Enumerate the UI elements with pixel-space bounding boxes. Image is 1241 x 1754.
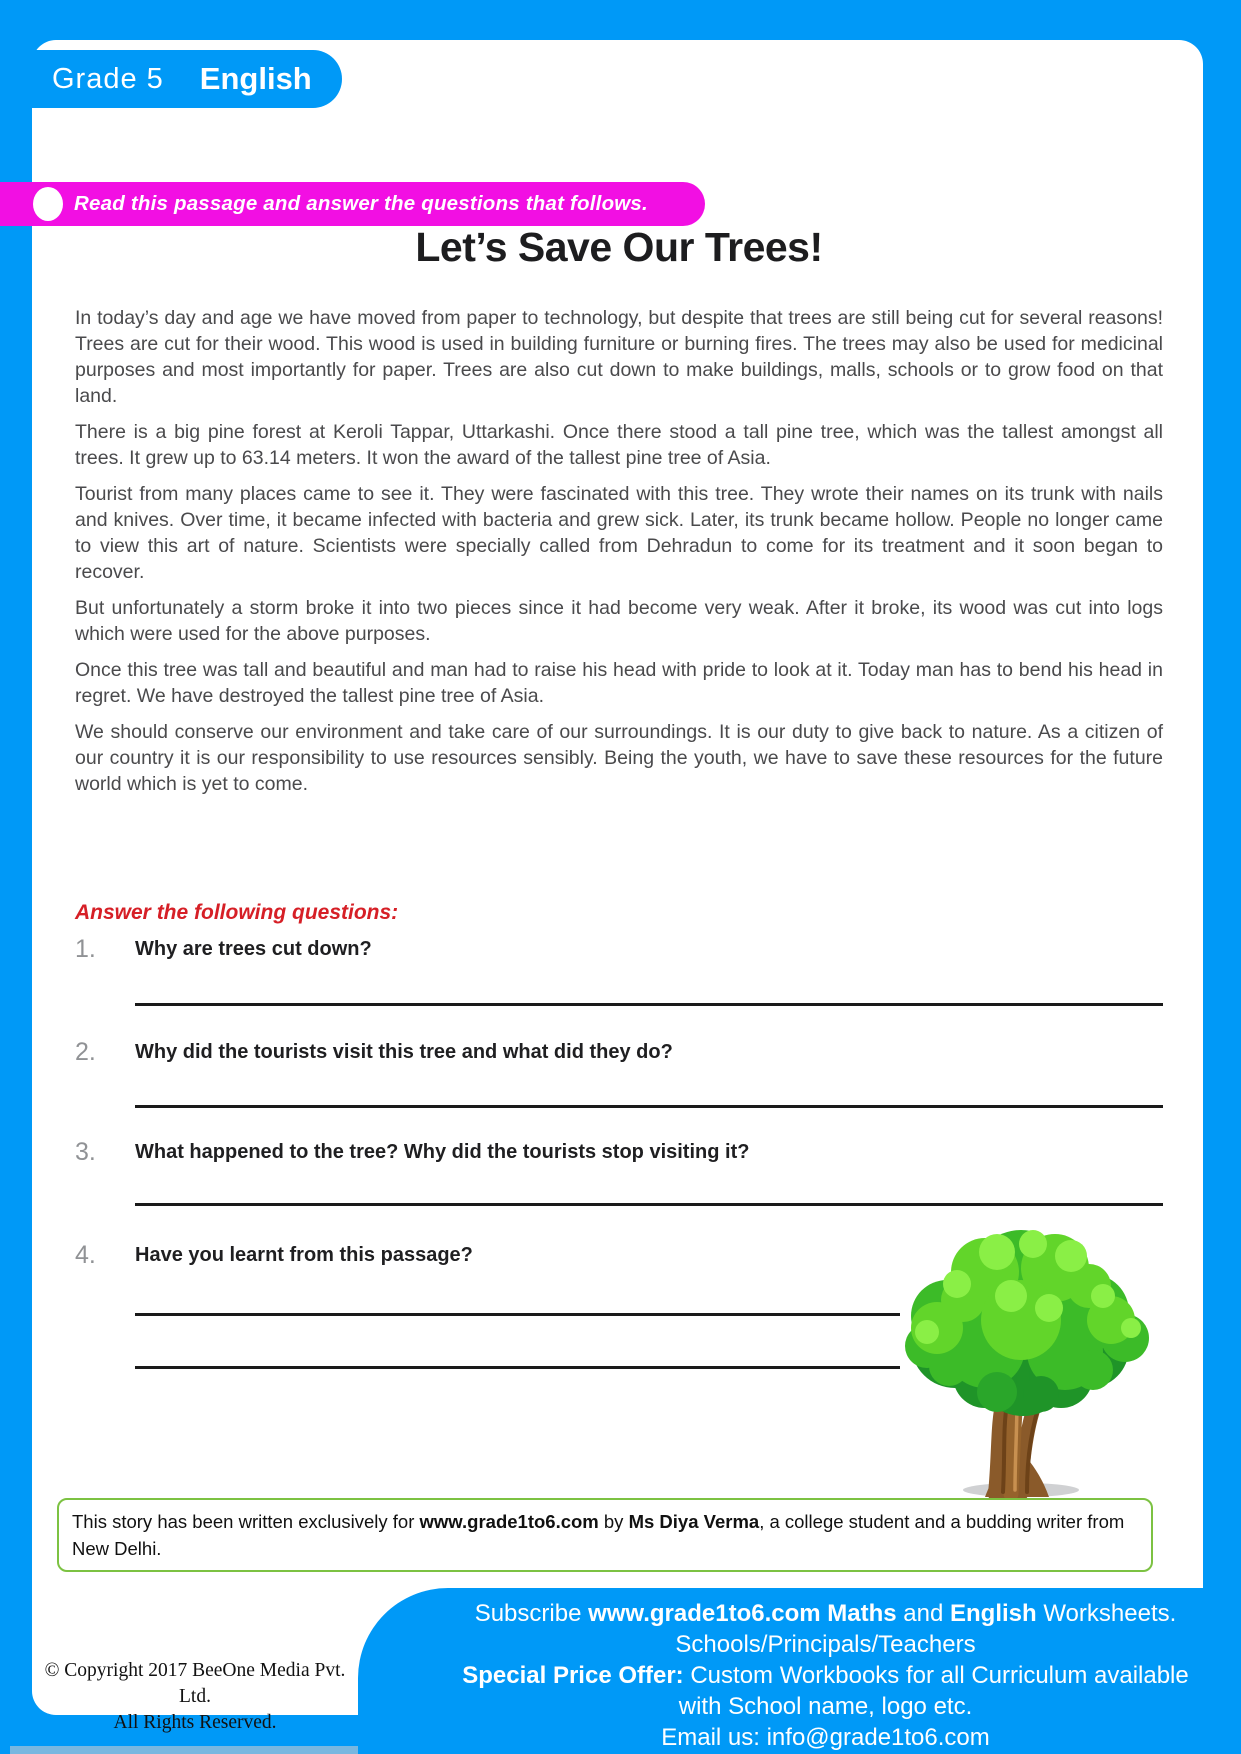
footer-subscribe-suffix: Worksheets. bbox=[1036, 1600, 1177, 1627]
footer-subscribe-line bbox=[358, 1598, 1241, 1629]
passage-title: Let’s Save Our Trees! bbox=[415, 224, 823, 270]
answer-line-4a bbox=[135, 1313, 900, 1316]
copyright-line-1: © Copyright 2017 BeeOne Media Pvt. Ltd. bbox=[44, 1660, 346, 1707]
questions-heading: Answer the following questions: bbox=[75, 901, 399, 924]
question-2-text: Why did the tourists visit this tree and what did they do? bbox=[135, 1041, 673, 1063]
footer-english: English bbox=[950, 1600, 1037, 1627]
question-1-text: Why are trees cut down? bbox=[135, 938, 372, 960]
credit-site: www.grade1to6.com bbox=[419, 1511, 599, 1532]
passage-paragraph: Once this tree was tall and beautiful and man had to raise his head with pride to look at it. Today man has to bend his head in regret. We have destroyed the tallest pine tree of Asia. bbox=[75, 659, 1163, 707]
grade-label: Grade 5 bbox=[52, 62, 164, 95]
answer-line-2 bbox=[135, 1105, 1163, 1108]
footer-email-line: Email us: info@grade1to6.com bbox=[661, 1724, 990, 1751]
footer-offer-rest: Custom Workbooks for all Curriculum available bbox=[683, 1662, 1189, 1689]
instruction-text: Read this passage and answer the questions that follows. bbox=[74, 192, 648, 215]
answer-line-4b bbox=[135, 1366, 900, 1369]
footer-subscribe-prefix: Subscribe bbox=[474, 1600, 589, 1627]
footer-site-maths: www.grade1to6.com Maths bbox=[588, 1600, 897, 1627]
question-4-text: Have you learnt from this passage? bbox=[135, 1244, 473, 1266]
passage-body bbox=[75, 305, 1163, 807]
passage-paragraph: But unfortunately a storm broke it into two pieces since it had become very weak. After it broke, its wood was cut into logs which were used for the above purposes. bbox=[75, 597, 1163, 645]
question-1-number: 1. bbox=[75, 935, 96, 963]
passage-paragraph: We should conserve our environment and take care of our surroundings. It is our duty to give back to nature. As a citizen of our country it is our responsibility to use resources sensibly. Being the youth, we have to save these resources for the future world which is yet to come. bbox=[75, 721, 1163, 795]
question-3-number: 3. bbox=[75, 1138, 96, 1166]
footer-panel bbox=[358, 1588, 1241, 1754]
question-3-text: What happened to the tree? Why did the tourists stop visiting it? bbox=[135, 1141, 750, 1163]
question-4-number: 4. bbox=[75, 1241, 96, 1269]
copyright-line-2: All Rights Reserved. bbox=[113, 1712, 277, 1733]
instruction-banner bbox=[0, 182, 705, 226]
grade-subject-tab bbox=[30, 50, 342, 108]
passage-paragraph: There is a big pine forest at Keroli Tappar, Uttarkashi. Once there stood a tall pine tree, which was the tallest amongst all trees. It grew up to 63.14 meters. It won the award of the tallest pine tree of Asia. bbox=[75, 421, 1163, 469]
story-credit-note bbox=[57, 1498, 1153, 1572]
footer-offer-line bbox=[358, 1660, 1241, 1691]
footer-audience-line: Schools/Principals/Teachers bbox=[675, 1631, 976, 1658]
credit-mid: by bbox=[598, 1511, 629, 1532]
credit-author: Ms Diya Verma bbox=[628, 1511, 760, 1532]
footer-offer-label: Special Price Offer: bbox=[462, 1662, 684, 1689]
subject-label: English bbox=[199, 61, 312, 96]
answer-line-1 bbox=[135, 1003, 1163, 1006]
footer-subscribe-mid: and bbox=[896, 1600, 950, 1627]
question-2-number: 2. bbox=[75, 1038, 96, 1066]
credit-suffix: , a college student and a budding writer from New Delhi. bbox=[72, 1511, 1125, 1559]
copyright-notice bbox=[42, 1658, 348, 1736]
banner-oval-icon bbox=[33, 187, 63, 221]
passage-paragraph: Tourist from many places came to see it. They were fascinated with this tree. They wrote their names on its trunk with nails and knives. Over time, it became infected with bacteria and grew sick. Later, its trunk became hollow. People no longer came to view this art of nature. Scientists were specially called from Dehradun to come for its treatment and it soon began to recover. bbox=[75, 483, 1163, 583]
bottom-edge-strip bbox=[10, 1746, 358, 1754]
credit-prefix: This story has been written exclusively for bbox=[72, 1511, 420, 1532]
footer-offer-line-2: with School name, logo etc. bbox=[678, 1693, 973, 1720]
tree-illustration bbox=[893, 1216, 1161, 1500]
answer-line-3 bbox=[135, 1203, 1163, 1206]
passage-paragraph: In today’s day and age we have moved from paper to technology, but despite that trees are still being cut for several reasons! Trees are cut for their wood. This wood is used in building furniture or burning fires. The trees may also be used for medicinal purposes and most importantly for paper. Trees are also cut down to make buildings, malls, schools or to grow food on that land. bbox=[75, 307, 1163, 407]
